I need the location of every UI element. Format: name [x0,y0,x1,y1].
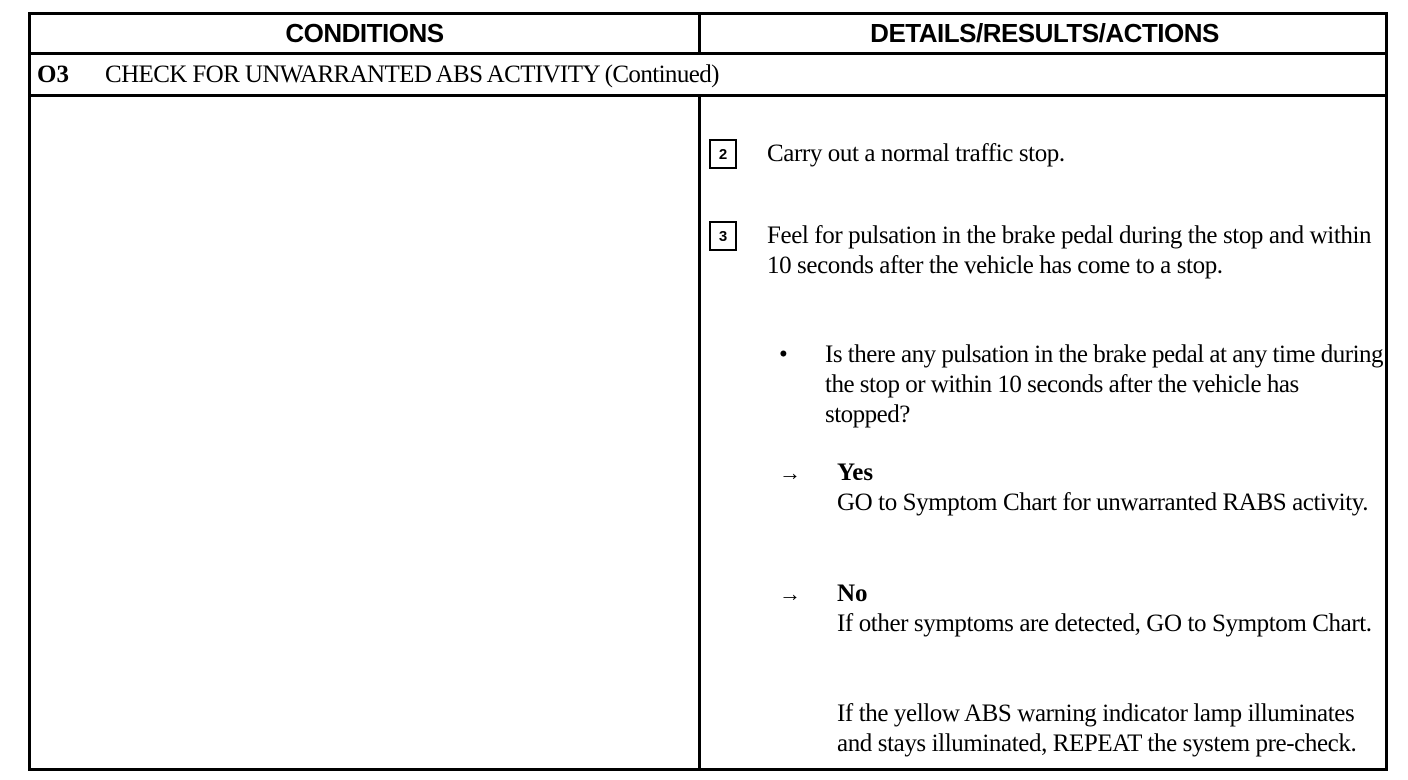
no-action: If other symptoms are detected, GO to Symptom Chart. [837,610,1372,637]
step-text: Feel for pulsation in the brake pedal during the stop and within 10 seconds after the vehicle has come to a stop. [767,222,1372,279]
table-header-row [31,15,1385,55]
step-number-box: 2 [709,139,737,169]
conditions-header: CONDITIONS [285,18,444,48]
question-text: Is there any pulsation in the brake pedal at any time during the stop or within 10 seconds after the vehicle has stopped? [825,341,1384,428]
no-label: No [837,580,868,607]
step-number-box: 3 [709,221,737,251]
diagnostic-table [28,12,1388,771]
step-text: Carry out a normal traffic stop. [767,140,1065,167]
arrow-right-icon: → [779,581,801,606]
bullet-icon: • [779,341,788,368]
no-action-repeat: If the yellow ABS warning indicator lamp illuminates and stays illuminated, REPEAT the system pre-check. [837,700,1357,757]
yes-action: GO to Symptom Chart for unwarranted RABS activity. [837,489,1369,516]
details-column [701,97,1388,768]
yes-label: Yes [837,459,874,486]
arrow-right-icon: → [779,460,801,485]
section-title: CHECK FOR UNWARRANTED ABS ACTIVITY (Continued) [105,60,719,88]
section-number: O3 [37,60,69,88]
section-title-row [31,55,1385,97]
details-header: DETAILS/RESULTS/ACTIONS [870,18,1219,48]
